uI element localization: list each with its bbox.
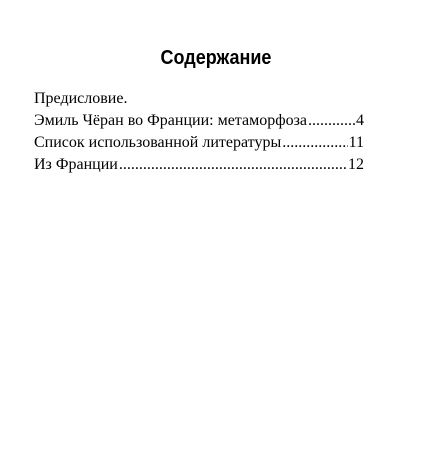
dot-leader [308, 110, 355, 132]
toc-entry-preface [34, 88, 364, 110]
toc-page-number: 4 [356, 112, 364, 129]
toc-entry-cioran [34, 110, 364, 132]
toc-entry-label: Список использованной литературы [34, 134, 282, 151]
toc-page-number: 12 [348, 156, 364, 173]
toc-entry-label: Из Франции [34, 156, 118, 173]
toc-entry-label: Предисловие. [34, 90, 128, 107]
dot-leader [282, 132, 347, 154]
table-of-contents [34, 88, 364, 176]
toc-entry-from-france [34, 154, 364, 176]
toc-entry-bibliography [34, 132, 364, 154]
toc-entry-label: Эмиль Чёран во Франции: метаморфоза [34, 112, 308, 129]
page-title: Содержание [160, 47, 272, 70]
toc-page-number: 11 [348, 134, 364, 151]
dot-leader [119, 154, 347, 176]
